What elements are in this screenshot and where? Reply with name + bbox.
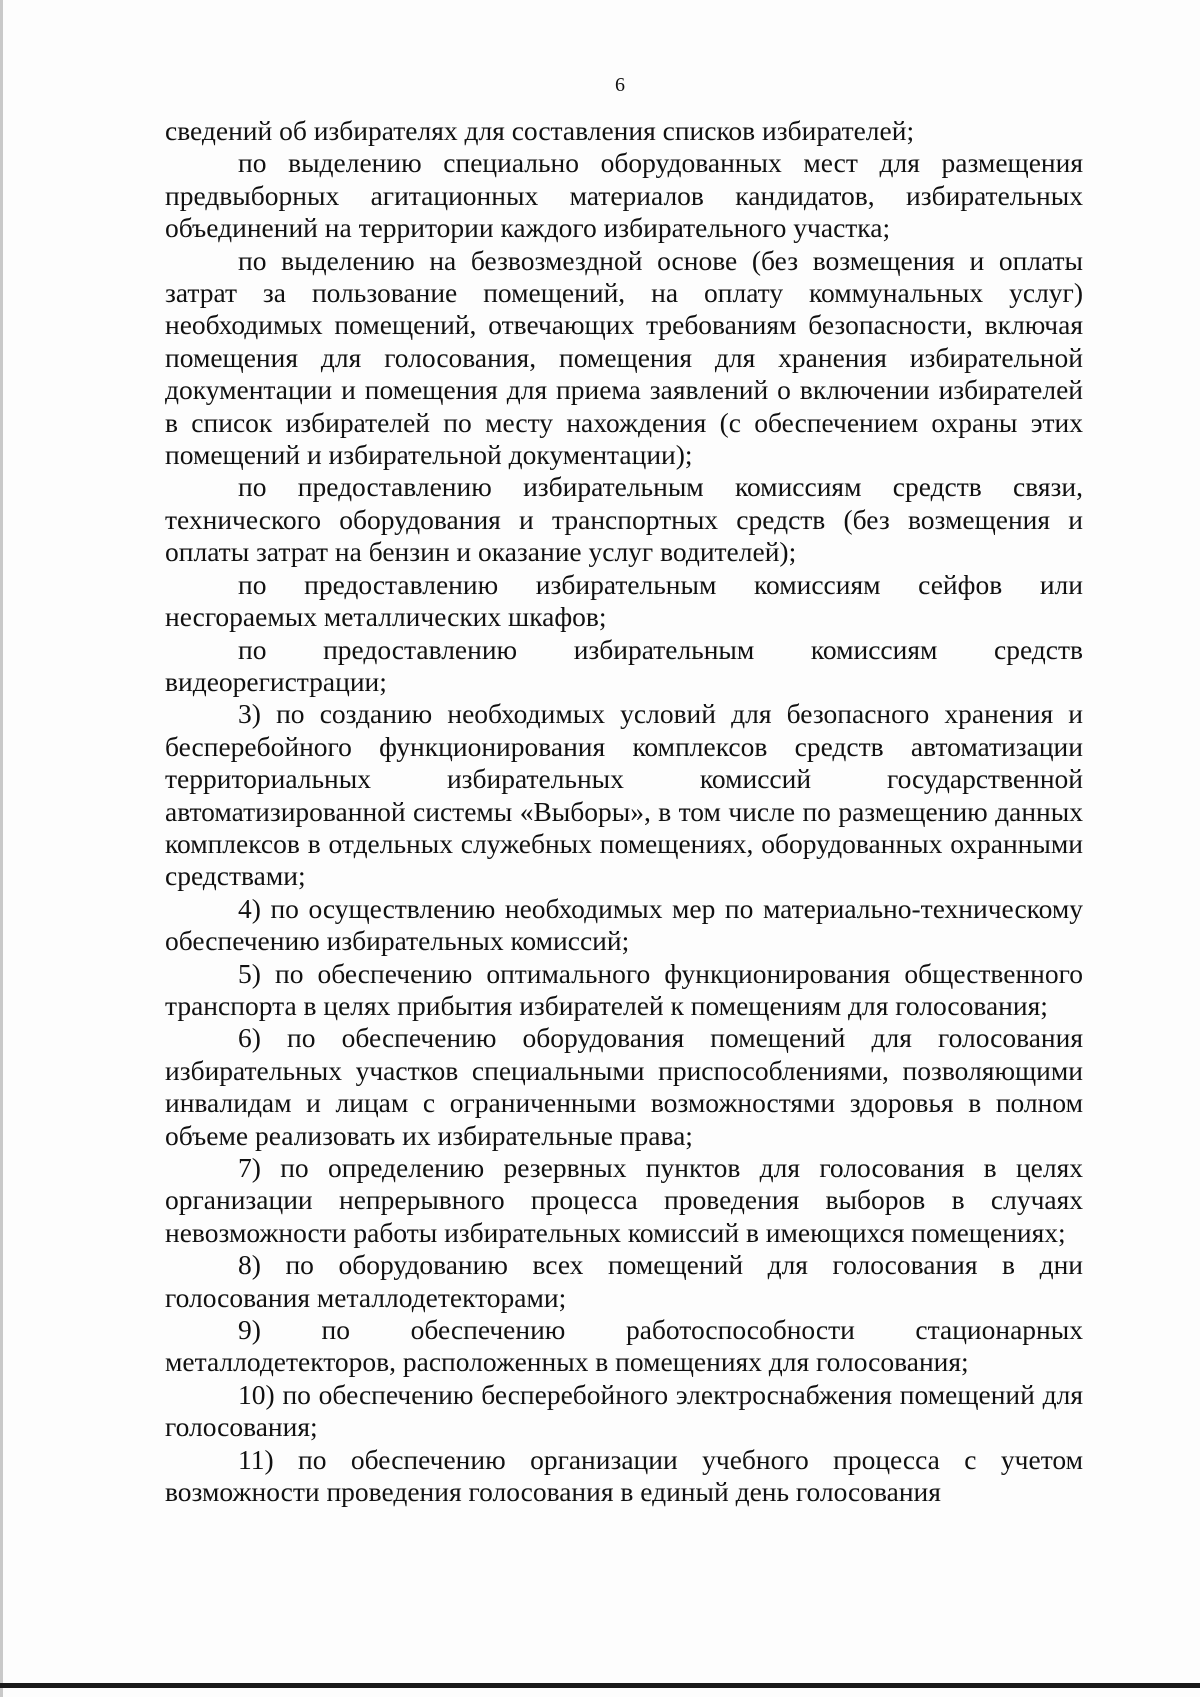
paragraph-free-premises: по выделению на безвозмездной основе (без возмещения и оплаты затрат за пользование помещений, на оплату коммунальных услуг) необходимых помещений, отвечающих требованиям безопасности, включая помещения для голосования, помещения для хранения избирательной документации и помещения для приема заявлений о включении избирателей в список избирателей по месту нахождения (с обеспечением охраны этих помещений и избирательной документации); xyxy=(165,244,1083,471)
paragraph-continuation: сведений об избирателях для составления списков избирателей; xyxy=(165,115,915,146)
paragraph-item-3: 3) по созданию необходимых условий для безопасного хранения и бесперебойного функционирования комплексов средств автоматизации территориальных избирательных комиссий государственной автоматизированной системы «Выборы», в том числе по размещению данных комплексов в отдельных служебных помещениях, оборудованных охранными средствами; xyxy=(165,698,1083,892)
paragraph-item-11: 11) по обеспечению организации учебного процесса с учетом возможности проведения голосования в единый день голосования xyxy=(165,1443,1083,1508)
paragraph-item-10: 10) по обеспечению бесперебойного электроснабжения помещений для голосования; xyxy=(165,1378,1083,1443)
paragraph-item-9: 9) по обеспечению работоспособности стационарных металлодетекторов, расположенных в помещениях для голосования; xyxy=(165,1314,1083,1378)
bottom-border-line xyxy=(0,1683,1200,1688)
paragraph-allocate-places: по выделению специально оборудованных мест для размещения предвыборных агитационных материалов кандидатов, избирательных объединений на территории каждого избирательного участка; xyxy=(165,147,1083,244)
paragraph-safes: по предоставлению избирательным комиссиям сейфов или несгораемых металлических шкафов; xyxy=(165,568,1083,633)
paragraph-item-8: 8) по оборудованию всех помещений для голосования в дни голосования металлодетекторами; xyxy=(165,1249,1083,1313)
page-number: 6 xyxy=(615,74,625,96)
document-body xyxy=(165,115,1083,1508)
paragraph-item-5: 5) по обеспечению оптимального функционирования общественного транспорта в целях прибытия избирателей к помещениям для голосования; xyxy=(165,957,1083,1021)
scan-left-edge xyxy=(0,0,3,1697)
paragraph-communications: по предоставлению избирательным комиссиям средств связи, технического оборудования и транспортных средств (без возмещения и оплаты затрат на бензин и оказание услуг водителей); xyxy=(165,471,1083,568)
paragraph-item-4: 4) по осуществлению необходимых мер по материально-техническому обеспечению избирательных комиссий; xyxy=(165,892,1083,957)
paragraph-video: по предоставлению избирательным комиссиям средств видеорегистрации; xyxy=(165,633,1083,697)
paragraph-item-6: 6) по обеспечению оборудования помещений для голосования избирательных участков специальными приспособлениями, позволяющими инвалидам и лицам с ограниченными возможностями здоровья в полном объеме реализовать их избирательные права; xyxy=(165,1022,1083,1151)
paragraph-item-7: 7) по определению резервных пунктов для голосования в целях организации непрерывного процесса проведения выборов в случаях невозможности работы избирательных комиссий в имеющихся помещениях; xyxy=(165,1152,1083,1248)
